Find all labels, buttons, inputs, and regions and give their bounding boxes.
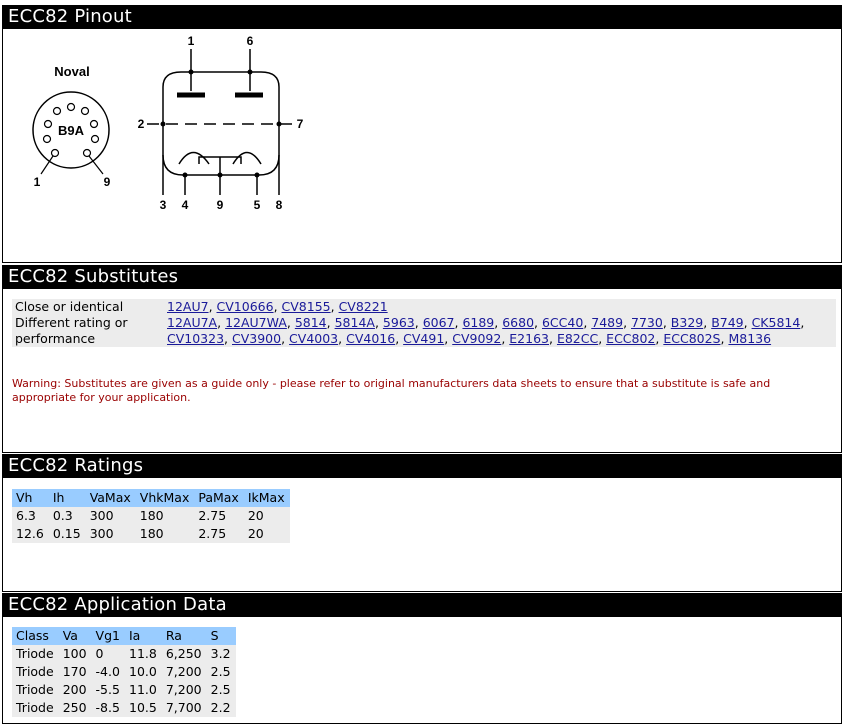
substitute-link[interactable]: CV4016 <box>346 331 396 346</box>
application-data-table <box>12 627 236 717</box>
table-cell: 2.75 <box>194 507 243 525</box>
column-header: Ih <box>49 489 86 507</box>
substitute-link[interactable]: 5814 <box>294 315 327 330</box>
table-cell: 20 <box>244 507 290 525</box>
tube-pin-label-3: 3 <box>159 198 167 212</box>
substitute-link[interactable]: CV8155 <box>281 299 331 314</box>
substitutes-panel <box>2 265 842 453</box>
substitute-link[interactable]: 6CC40 <box>541 315 584 330</box>
table-cell: 7,700 <box>162 699 207 717</box>
substitute-link[interactable]: E82CC <box>556 331 599 346</box>
substitutes-list <box>12 299 836 347</box>
table-cell: 0.15 <box>49 525 86 543</box>
substitutes-title: ECC82 Substitutes <box>3 265 841 289</box>
substitute-link[interactable]: ECC802 <box>606 331 656 346</box>
table-header-row <box>12 489 290 507</box>
column-header: S <box>207 627 236 645</box>
table-cell: Triode <box>12 663 59 681</box>
tube-pin-label-1: 1 <box>187 34 195 48</box>
table-cell: 200 <box>59 681 92 699</box>
table-cell: 170 <box>59 663 92 681</box>
table-row <box>12 681 236 699</box>
column-header: Vh <box>12 489 49 507</box>
table-cell: 7,200 <box>162 681 207 699</box>
base-label: Noval <box>54 64 90 79</box>
tube-pin-label-8: 8 <box>275 198 283 212</box>
column-header: Va <box>59 627 92 645</box>
substitute-link[interactable]: 7730 <box>631 315 663 330</box>
substitute-link[interactable]: 6189 <box>462 315 495 330</box>
tube-pin-label-2: 2 <box>137 117 145 131</box>
tube-pin-label-4: 4 <box>181 198 189 212</box>
substitutes-row-label: Different rating or performance <box>15 315 128 346</box>
ratings-title: ECC82 Ratings <box>3 454 841 478</box>
pinout-diagram <box>3 29 323 229</box>
pinout-title: ECC82 Pinout <box>3 5 841 29</box>
substitute-link[interactable]: ECC802S <box>663 331 721 346</box>
table-cell: 6.3 <box>12 507 49 525</box>
column-header: IkMax <box>244 489 290 507</box>
substitute-link[interactable]: E2163 <box>509 331 549 346</box>
table-cell: 11.0 <box>125 681 162 699</box>
substitutes-warning: Warning: Substitutes are given as a guide only - please refer to original manufacturers data sheets to ensure that a substitute is safe and appropriate for your application. <box>12 377 771 404</box>
substitute-link[interactable]: CV4003 <box>289 331 339 346</box>
substitute-link[interactable]: CV9092 <box>452 331 502 346</box>
table-cell: 0 <box>92 645 125 663</box>
substitute-link[interactable]: 5814A <box>334 315 375 330</box>
substitutes-row-links: 12AU7, CV10666, CV8155, CV8221 <box>167 299 388 314</box>
table-cell: 180 <box>136 507 195 525</box>
table-cell: 6,250 <box>162 645 207 663</box>
substitute-link[interactable]: CV8221 <box>338 299 388 314</box>
application-data-title: ECC82 Application Data <box>3 593 841 617</box>
table-cell: -8.5 <box>92 699 125 717</box>
substitute-link[interactable]: 12AU7WA <box>225 315 287 330</box>
substitutes-row-links: 12AU7A, 12AU7WA, 5814, 5814A, 5963, 6067, 6189, 6680, 6CC40, 7489, 7730, B329, B749, CK5814, CV10323, CV3900, CV4003, CV4016, CV491, CV9092, E2163, E82CC, ECC802, ECC802S, M8136 <box>167 315 805 346</box>
table-cell: 250 <box>59 699 92 717</box>
substitute-link[interactable]: 12AU7 <box>167 299 209 314</box>
column-header: Class <box>12 627 59 645</box>
table-cell: 11.8 <box>125 645 162 663</box>
table-row <box>12 525 290 543</box>
substitute-link[interactable]: CV10323 <box>167 331 225 346</box>
table-cell: 0.3 <box>49 507 86 525</box>
substitute-link[interactable]: M8136 <box>728 331 772 346</box>
tube-pin-label-5: 5 <box>253 198 261 212</box>
substitute-link[interactable]: B749 <box>711 315 744 330</box>
substitute-link[interactable]: 5963 <box>382 315 415 330</box>
table-cell: -4.0 <box>92 663 125 681</box>
table-cell: 10.5 <box>125 699 162 717</box>
table-row <box>12 645 236 663</box>
substitute-link[interactable]: 6067 <box>422 315 455 330</box>
substitute-link[interactable]: CV3900 <box>232 331 282 346</box>
substitutes-row-label: Close or identical <box>15 299 124 314</box>
table-cell: 300 <box>86 507 136 525</box>
ratings-table <box>12 489 290 543</box>
column-header: Ra <box>162 627 207 645</box>
table-cell: 300 <box>86 525 136 543</box>
table-cell: 7,200 <box>162 663 207 681</box>
table-cell: -5.5 <box>92 681 125 699</box>
substitute-link[interactable]: CV10666 <box>216 299 274 314</box>
substitutes-row <box>12 299 836 315</box>
table-row <box>12 507 290 525</box>
base-pin-label-9: 9 <box>103 175 111 189</box>
table-cell: Triode <box>12 699 59 717</box>
column-header: Ia <box>125 627 162 645</box>
substitute-link[interactable]: 7489 <box>591 315 624 330</box>
tube-pin-label-6: 6 <box>246 34 254 48</box>
ratings-panel <box>2 454 842 592</box>
table-cell: Triode <box>12 681 59 699</box>
table-cell: 180 <box>136 525 195 543</box>
column-header: VaMax <box>86 489 136 507</box>
table-cell: 10.0 <box>125 663 162 681</box>
table-cell: 3.2 <box>207 645 236 663</box>
column-header: Vg1 <box>92 627 125 645</box>
table-cell: 20 <box>244 525 290 543</box>
table-cell: 2.75 <box>194 525 243 543</box>
table-cell: 12.6 <box>12 525 49 543</box>
pinout-panel <box>2 5 842 263</box>
substitute-link[interactable]: 12AU7A <box>167 315 218 330</box>
table-cell: 2.2 <box>207 699 236 717</box>
base-code: B9A <box>57 123 85 138</box>
table-cell: 2.5 <box>207 663 236 681</box>
base-pin-label-1: 1 <box>33 175 41 189</box>
tube-pin-label-9: 9 <box>216 198 224 212</box>
table-cell: Triode <box>12 645 59 663</box>
substitute-link[interactable]: CV491 <box>403 331 445 346</box>
table-cell: 2.5 <box>207 681 236 699</box>
table-row <box>12 663 236 681</box>
table-row <box>12 699 236 717</box>
column-header: VhkMax <box>136 489 195 507</box>
substitute-link[interactable]: B329 <box>670 315 704 330</box>
application-data-panel <box>2 593 842 724</box>
substitute-link[interactable]: 6680 <box>502 315 535 330</box>
table-header-row <box>12 627 236 645</box>
substitute-link[interactable]: CK5814 <box>751 315 801 330</box>
substitutes-row <box>12 315 836 347</box>
table-cell: 100 <box>59 645 92 663</box>
tube-pin-label-7: 7 <box>296 117 304 131</box>
column-header: PaMax <box>194 489 243 507</box>
